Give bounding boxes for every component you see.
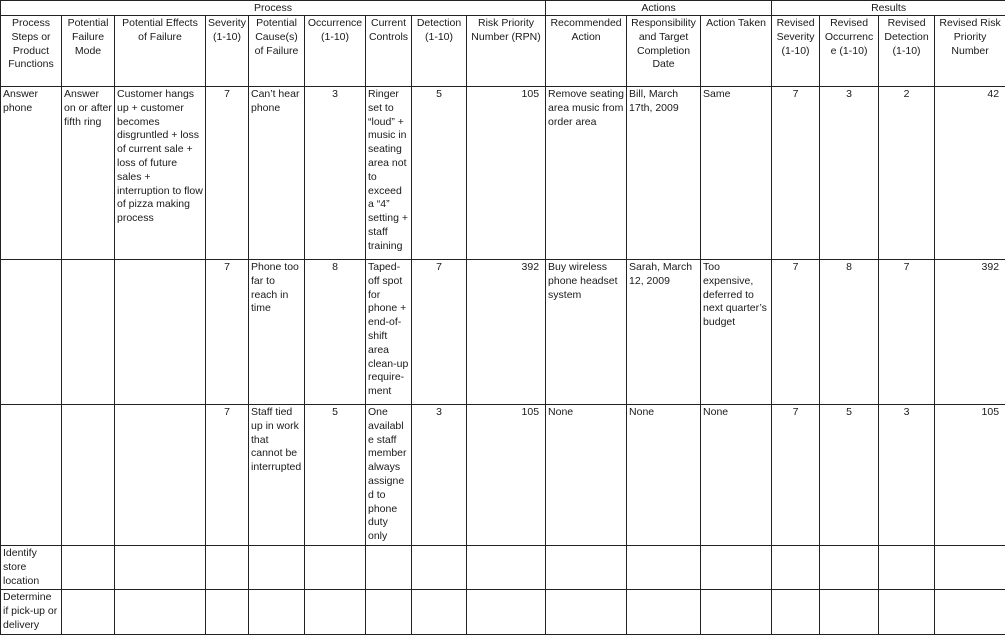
header-rev-severity: Revised Severity (1-10) xyxy=(772,16,820,87)
cell-rev-rpn xyxy=(935,590,1005,634)
header-rev-occurrence: Revised Occurrence (1-10) xyxy=(820,16,879,87)
cell-rev-occurrence: 8 xyxy=(820,260,879,405)
cell-severity: 7 xyxy=(206,405,249,546)
table-row xyxy=(1,545,1005,589)
header-occurrence: Occurrence (1-10) xyxy=(305,16,366,87)
cell-rev-severity xyxy=(772,545,820,589)
column-header-row xyxy=(1,16,1005,87)
cell-severity: 7 xyxy=(206,87,249,260)
table-row xyxy=(1,590,1005,634)
cell-action-taken: Same xyxy=(701,87,772,260)
cell-controls: Taped-off spot for phone + end-of-shift area clean-up require-ment xyxy=(366,260,412,405)
cell-effects: Customer hangs up + customer becomes disgruntled + loss of current sale + loss of future sales + interruption to flow of pizza making process xyxy=(115,87,206,260)
cell-effects xyxy=(115,260,206,405)
cell-severity: 7 xyxy=(206,260,249,405)
cell-action-taken xyxy=(701,545,772,589)
table-row xyxy=(1,87,1005,260)
cell-rpn xyxy=(467,545,546,589)
cell-rev-severity: 7 xyxy=(772,260,820,405)
cell-detection xyxy=(412,590,467,634)
cell-rev-occurrence xyxy=(820,590,879,634)
cell-rev-occurrence xyxy=(820,545,879,589)
cell-effects xyxy=(115,545,206,589)
header-failure-mode: Potential Failure Mode xyxy=(62,16,115,87)
header-rpn: Risk Priority Number (RPN) xyxy=(467,16,546,87)
header-severity: Severity (1-10) xyxy=(206,16,249,87)
header-action-taken: Action Taken xyxy=(701,16,772,87)
cell-mode xyxy=(62,405,115,546)
cell-rev-rpn: 392 xyxy=(935,260,1005,405)
cell-effects xyxy=(115,405,206,546)
header-responsibility: Responsibility and Target Completion Date xyxy=(627,16,701,87)
cell-cause: Staff tied up in work that cannot be interrupted xyxy=(249,405,305,546)
cell-rev-detection xyxy=(879,545,935,589)
group-results: Results xyxy=(772,1,1005,16)
cell-cause: Phone too far to reach in time xyxy=(249,260,305,405)
header-effects: Potential Effects of Failure xyxy=(115,16,206,87)
cell-step xyxy=(1,405,62,546)
cell-responsibility: Sarah, March 12, 2009 xyxy=(627,260,701,405)
cell-step xyxy=(1,260,62,405)
cell-step: Identify store location xyxy=(1,545,62,589)
cell-occurrence xyxy=(305,545,366,589)
cell-responsibility xyxy=(627,545,701,589)
cell-responsibility xyxy=(627,590,701,634)
cell-controls xyxy=(366,590,412,634)
header-process-steps: Process Steps or Product Functions xyxy=(1,16,62,87)
cell-rpn: 105 xyxy=(467,87,546,260)
group-actions: Actions xyxy=(546,1,772,16)
cell-rev-occurrence: 5 xyxy=(820,405,879,546)
cell-action-taken: None xyxy=(701,405,772,546)
cell-effects xyxy=(115,590,206,634)
cell-occurrence: 3 xyxy=(305,87,366,260)
cell-step: Determine if pick-up or delivery xyxy=(1,590,62,634)
cell-detection: 7 xyxy=(412,260,467,405)
cell-action-taken: Too expensive, deferred to next quarter’s budget xyxy=(701,260,772,405)
header-rev-rpn: Revised Risk Priority Number xyxy=(935,16,1005,87)
header-detection: Detection (1-10) xyxy=(412,16,467,87)
cell-recommended: Buy wireless phone headset system xyxy=(546,260,627,405)
header-rev-detection: Revised Detection (1-10) xyxy=(879,16,935,87)
cell-detection: 3 xyxy=(412,405,467,546)
cell-rpn: 392 xyxy=(467,260,546,405)
cell-mode: Answer on or after fifth ring xyxy=(62,87,115,260)
cell-controls xyxy=(366,545,412,589)
cell-rpn xyxy=(467,590,546,634)
cell-rev-rpn: 105 xyxy=(935,405,1005,546)
cell-cause: Can’t hear phone xyxy=(249,87,305,260)
cell-rev-detection: 2 xyxy=(879,87,935,260)
table-row xyxy=(1,405,1005,546)
cell-cause xyxy=(249,545,305,589)
cell-occurrence: 8 xyxy=(305,260,366,405)
cell-mode xyxy=(62,545,115,589)
cell-rev-severity: 7 xyxy=(772,405,820,546)
cell-mode xyxy=(62,260,115,405)
cell-recommended: Remove seating area music from order area xyxy=(546,87,627,260)
cell-rpn: 105 xyxy=(467,405,546,546)
cell-occurrence: 5 xyxy=(305,405,366,546)
cell-rev-rpn xyxy=(935,545,1005,589)
cell-controls: Ringer set to “loud” + music in seating area not to exceed a “4” setting + staff training xyxy=(366,87,412,260)
cell-responsibility: Bill, March 17th, 2009 xyxy=(627,87,701,260)
cell-rev-severity xyxy=(772,590,820,634)
cell-recommended: None xyxy=(546,405,627,546)
cell-action-taken xyxy=(701,590,772,634)
header-causes: Potential Cause(s) of Failure xyxy=(249,16,305,87)
cell-step: Answer phone xyxy=(1,87,62,260)
cell-controls: One available staff member always assigned to phone duty only xyxy=(366,405,412,546)
cell-mode xyxy=(62,590,115,634)
cell-rev-rpn: 42 xyxy=(935,87,1005,260)
cell-cause xyxy=(249,590,305,634)
cell-rev-detection: 7 xyxy=(879,260,935,405)
cell-rev-detection xyxy=(879,590,935,634)
cell-severity xyxy=(206,590,249,634)
group-header-row xyxy=(1,1,1005,16)
cell-severity xyxy=(206,545,249,589)
cell-recommended xyxy=(546,590,627,634)
cell-rev-severity: 7 xyxy=(772,87,820,260)
cell-responsibility: None xyxy=(627,405,701,546)
table-row xyxy=(1,260,1005,405)
group-process: Process xyxy=(1,1,546,16)
cell-recommended xyxy=(546,545,627,589)
cell-detection: 5 xyxy=(412,87,467,260)
header-recommended: Recommended Action xyxy=(546,16,627,87)
cell-rev-occurrence: 3 xyxy=(820,87,879,260)
header-controls: Current Controls xyxy=(366,16,412,87)
cell-occurrence xyxy=(305,590,366,634)
cell-rev-detection: 3 xyxy=(879,405,935,546)
cell-detection xyxy=(412,545,467,589)
